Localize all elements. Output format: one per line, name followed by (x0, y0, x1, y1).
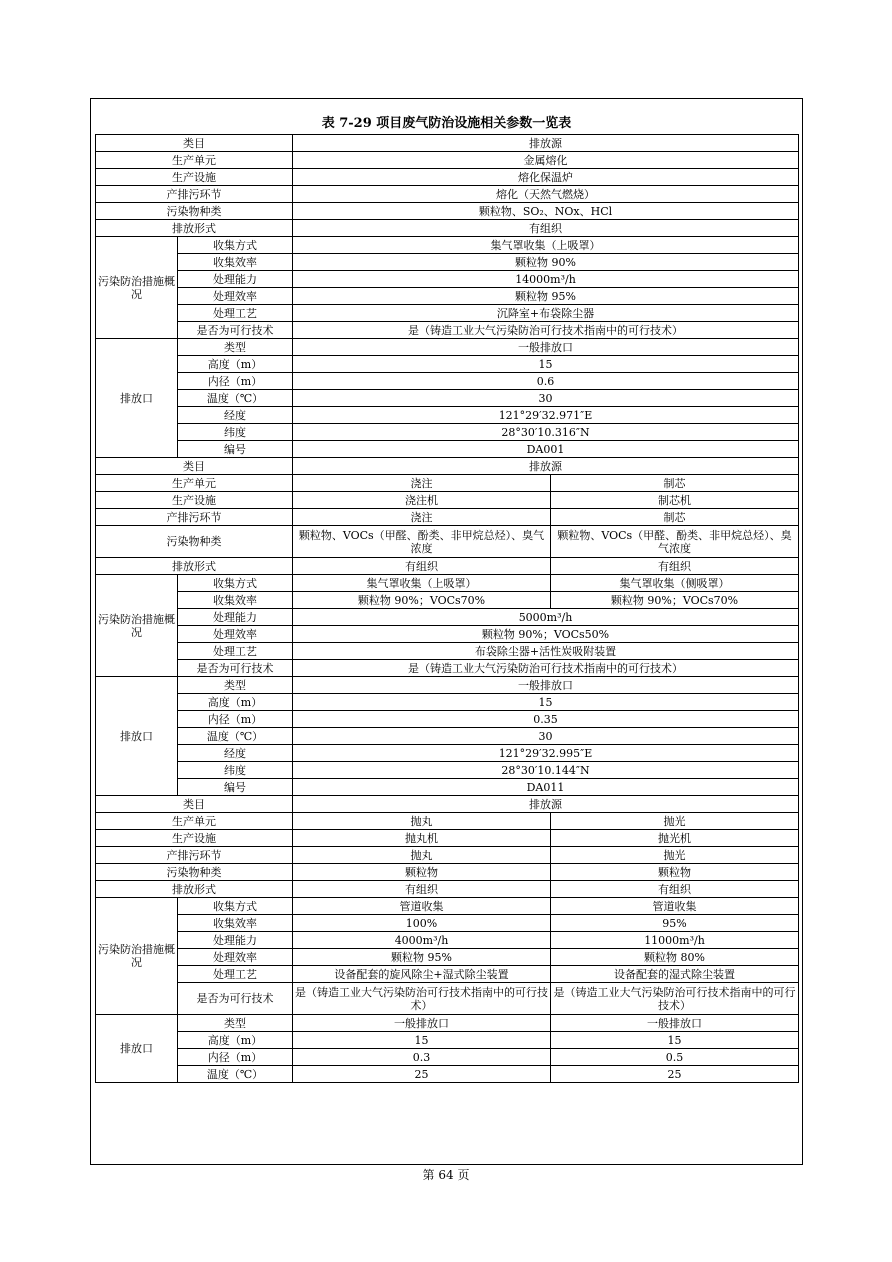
table-row (96, 237, 799, 254)
row-label: 处理工艺 (178, 966, 293, 983)
group-label: 污染防治措施概况 (96, 237, 178, 339)
cell-value: 30 (293, 728, 799, 745)
cell-value: 抛丸 (293, 813, 551, 830)
page-number: 第 64 页 (422, 1168, 470, 1182)
table-row (96, 305, 799, 322)
row-label: 收集效率 (178, 592, 293, 609)
cell-value: DA001 (293, 441, 799, 458)
exhaust-gas-parameters-table (95, 134, 799, 1083)
cell-value: 15 (293, 694, 799, 711)
row-label: 纬度 (178, 762, 293, 779)
group-label: 污染防治措施概况 (96, 575, 178, 677)
row-label: 温度（℃） (178, 390, 293, 407)
cell-value: 一般排放口 (293, 677, 799, 694)
table-row (96, 575, 799, 592)
table-row (96, 373, 799, 390)
row-label: 排放形式 (96, 558, 293, 575)
table-row (96, 983, 799, 1015)
cell-value: 颗粒物 95% (293, 288, 799, 305)
row-label: 编号 (178, 779, 293, 796)
header-category: 类目 (96, 135, 293, 152)
cell-value: 25 (293, 1066, 551, 1083)
row-label: 生产设施 (96, 492, 293, 509)
table-row (96, 271, 799, 288)
cell-value: 有组织 (551, 881, 799, 898)
table-row (96, 203, 799, 220)
cell-value: 有组织 (293, 220, 799, 237)
cell-value: 121°29′32.971″E (293, 407, 799, 424)
table-row (96, 949, 799, 966)
cell-value: 25 (551, 1066, 799, 1083)
row-label: 处理能力 (178, 609, 293, 626)
cell-value: 颗粒物 (551, 864, 799, 881)
table-row (96, 711, 799, 728)
row-label: 编号 (178, 441, 293, 458)
cell-value: 浇注 (293, 509, 551, 526)
row-label: 温度（℃） (178, 728, 293, 745)
row-label: 污染物种类 (96, 526, 293, 558)
table-row (96, 796, 799, 813)
cell-value: 颗粒物、VOCs（甲醛、酚类、非甲烷总烃）、臭气浓度 (293, 526, 551, 558)
cell-value: 金属熔化 (293, 152, 799, 169)
cell-value: 熔化保温炉 (293, 169, 799, 186)
header-source: 排放源 (293, 458, 799, 475)
row-label: 是否为可行技术 (178, 322, 293, 339)
row-label: 污染物种类 (96, 203, 293, 220)
cell-value: 15 (293, 356, 799, 373)
table-row (96, 592, 799, 609)
row-label: 生产设施 (96, 830, 293, 847)
cell-value: 15 (293, 1032, 551, 1049)
header-category: 类目 (96, 796, 293, 813)
row-label: 产排污环节 (96, 186, 293, 203)
row-label: 处理能力 (178, 271, 293, 288)
cell-value: 是（铸造工业大气污染防治可行技术指南中的可行技术） (293, 983, 551, 1015)
table-row (96, 492, 799, 509)
row-label: 温度（℃） (178, 1066, 293, 1083)
table-row (96, 728, 799, 745)
table-row (96, 813, 799, 830)
cell-value: 浇注 (293, 475, 551, 492)
row-label: 处理效率 (178, 626, 293, 643)
table-row (96, 626, 799, 643)
row-label: 收集方式 (178, 898, 293, 915)
table-row (96, 1032, 799, 1049)
row-label: 经度 (178, 745, 293, 762)
row-label: 收集方式 (178, 237, 293, 254)
row-label: 排放形式 (96, 220, 293, 237)
cell-value: 抛光机 (551, 830, 799, 847)
row-label: 处理工艺 (178, 305, 293, 322)
cell-value: 11000m³/h (551, 932, 799, 949)
table-row (96, 526, 799, 558)
row-label: 经度 (178, 407, 293, 424)
row-label: 类型 (178, 677, 293, 694)
row-label: 是否为可行技术 (178, 660, 293, 677)
table-row (96, 254, 799, 271)
row-label: 处理效率 (178, 288, 293, 305)
table-row (96, 847, 799, 864)
table-row (96, 609, 799, 626)
table-row (96, 932, 799, 949)
row-label: 类型 (178, 339, 293, 356)
cell-value: 布袋除尘器+活性炭吸附装置 (293, 643, 799, 660)
row-label: 生产单元 (96, 813, 293, 830)
cell-value: DA011 (293, 779, 799, 796)
row-label: 污染物种类 (96, 864, 293, 881)
cell-value: 颗粒物 90%；VOCs50% (293, 626, 799, 643)
table-row (96, 135, 799, 152)
cell-value: 有组织 (551, 558, 799, 575)
cell-value: 28°30′10.144″N (293, 762, 799, 779)
table-row (96, 643, 799, 660)
table-row (96, 339, 799, 356)
cell-value: 14000m³/h (293, 271, 799, 288)
cell-value: 设备配套的旋风除尘+湿式除尘装置 (293, 966, 551, 983)
cell-value: 管道收集 (551, 898, 799, 915)
cell-value: 颗粒物 90%；VOCs70% (551, 592, 799, 609)
cell-value: 制芯 (551, 475, 799, 492)
row-label: 高度（m） (178, 1032, 293, 1049)
cell-value: 设备配套的湿式除尘装置 (551, 966, 799, 983)
cell-value: 抛丸机 (293, 830, 551, 847)
cell-value: 有组织 (293, 558, 551, 575)
cell-value: 沉降室+布袋除尘器 (293, 305, 799, 322)
cell-value: 0.6 (293, 373, 799, 390)
table-row (96, 762, 799, 779)
cell-value: 是（铸造工业大气污染防治可行技术指南中的可行技术） (293, 660, 799, 677)
cell-value: 管道收集 (293, 898, 551, 915)
row-label: 内径（m） (178, 711, 293, 728)
row-label: 高度（m） (178, 694, 293, 711)
row-label: 收集方式 (178, 575, 293, 592)
cell-value: 5000m³/h (293, 609, 799, 626)
row-label: 处理工艺 (178, 643, 293, 660)
cell-value: 0.3 (293, 1049, 551, 1066)
group-label: 排放口 (96, 339, 178, 458)
cell-value: 颗粒物 95% (293, 949, 551, 966)
row-label: 处理能力 (178, 932, 293, 949)
table-row (96, 220, 799, 237)
cell-value: 28°30′10.316″N (293, 424, 799, 441)
table-row (96, 390, 799, 407)
table-row (96, 966, 799, 983)
cell-value: 一般排放口 (293, 339, 799, 356)
cell-value: 一般排放口 (551, 1015, 799, 1032)
header-source: 排放源 (293, 796, 799, 813)
row-label: 处理效率 (178, 949, 293, 966)
row-label: 排放形式 (96, 881, 293, 898)
row-label: 生产单元 (96, 152, 293, 169)
row-label: 产排污环节 (96, 509, 293, 526)
cell-value: 颗粒物 90%；VOCs70% (293, 592, 551, 609)
table-row (96, 694, 799, 711)
cell-value: 集气罩收集（侧吸罩） (551, 575, 799, 592)
cell-value: 0.35 (293, 711, 799, 728)
table-row (96, 356, 799, 373)
cell-value: 颗粒物、SO₂、NOx、HCl (293, 203, 799, 220)
cell-value: 30 (293, 390, 799, 407)
table-row (96, 288, 799, 305)
cell-value: 集气罩收集（上吸罩） (293, 575, 551, 592)
table-row (96, 1049, 799, 1066)
row-label: 生产单元 (96, 475, 293, 492)
table-row (96, 322, 799, 339)
table-row (96, 864, 799, 881)
cell-value: 抛光 (551, 813, 799, 830)
cell-value: 抛光 (551, 847, 799, 864)
table-row (96, 677, 799, 694)
group-label: 排放口 (96, 677, 178, 796)
table-row (96, 458, 799, 475)
group-label: 污染防治措施概况 (96, 898, 178, 1015)
cell-value: 熔化（天然气燃烧） (293, 186, 799, 203)
table-row (96, 915, 799, 932)
group-label: 排放口 (96, 1015, 178, 1083)
header-source: 排放源 (293, 135, 799, 152)
cell-value: 制芯机 (551, 492, 799, 509)
table-row (96, 558, 799, 575)
header-category: 类目 (96, 458, 293, 475)
cell-value: 有组织 (293, 881, 551, 898)
table-row (96, 898, 799, 915)
cell-value: 15 (551, 1032, 799, 1049)
table-row (96, 881, 799, 898)
cell-value: 是（铸造工业大气污染防治可行技术指南中的可行技术） (293, 322, 799, 339)
cell-value: 95% (551, 915, 799, 932)
table-row (96, 186, 799, 203)
row-label: 纬度 (178, 424, 293, 441)
cell-value: 集气罩收集（上吸罩） (293, 237, 799, 254)
table-row (96, 424, 799, 441)
cell-value: 100% (293, 915, 551, 932)
table-row (96, 745, 799, 762)
cell-value: 一般排放口 (293, 1015, 551, 1032)
table-row (96, 660, 799, 677)
table-row (96, 509, 799, 526)
table-row (96, 830, 799, 847)
table-row (96, 441, 799, 458)
cell-value: 0.5 (551, 1049, 799, 1066)
row-label: 收集效率 (178, 254, 293, 271)
table-row (96, 779, 799, 796)
row-label: 内径（m） (178, 373, 293, 390)
cell-value: 抛丸 (293, 847, 551, 864)
table-row (96, 1066, 799, 1083)
table-row (96, 169, 799, 186)
cell-value: 颗粒物 90% (293, 254, 799, 271)
table-title: 表 7-29 项目废气防治设施相关参数一览表 (321, 116, 572, 131)
row-label: 产排污环节 (96, 847, 293, 864)
cell-value: 121°29′32.995″E (293, 745, 799, 762)
row-label: 类型 (178, 1015, 293, 1032)
cell-value: 是（铸造工业大气污染防治可行技术指南中的可行技术） (551, 983, 799, 1015)
row-label: 收集效率 (178, 915, 293, 932)
table-row (96, 407, 799, 424)
cell-value: 颗粒物 80% (551, 949, 799, 966)
row-label: 高度（m） (178, 356, 293, 373)
cell-value: 浇注机 (293, 492, 551, 509)
table-row (96, 1015, 799, 1032)
table-row (96, 152, 799, 169)
row-label: 是否为可行技术 (178, 983, 293, 1015)
row-label: 生产设施 (96, 169, 293, 186)
cell-value: 颗粒物 (293, 864, 551, 881)
cell-value: 制芯 (551, 509, 799, 526)
row-label: 内径（m） (178, 1049, 293, 1066)
table-row (96, 475, 799, 492)
cell-value: 4000m³/h (293, 932, 551, 949)
cell-value: 颗粒物、VOCs（甲醛、酚类、非甲烷总烃）、臭气浓度 (551, 526, 799, 558)
